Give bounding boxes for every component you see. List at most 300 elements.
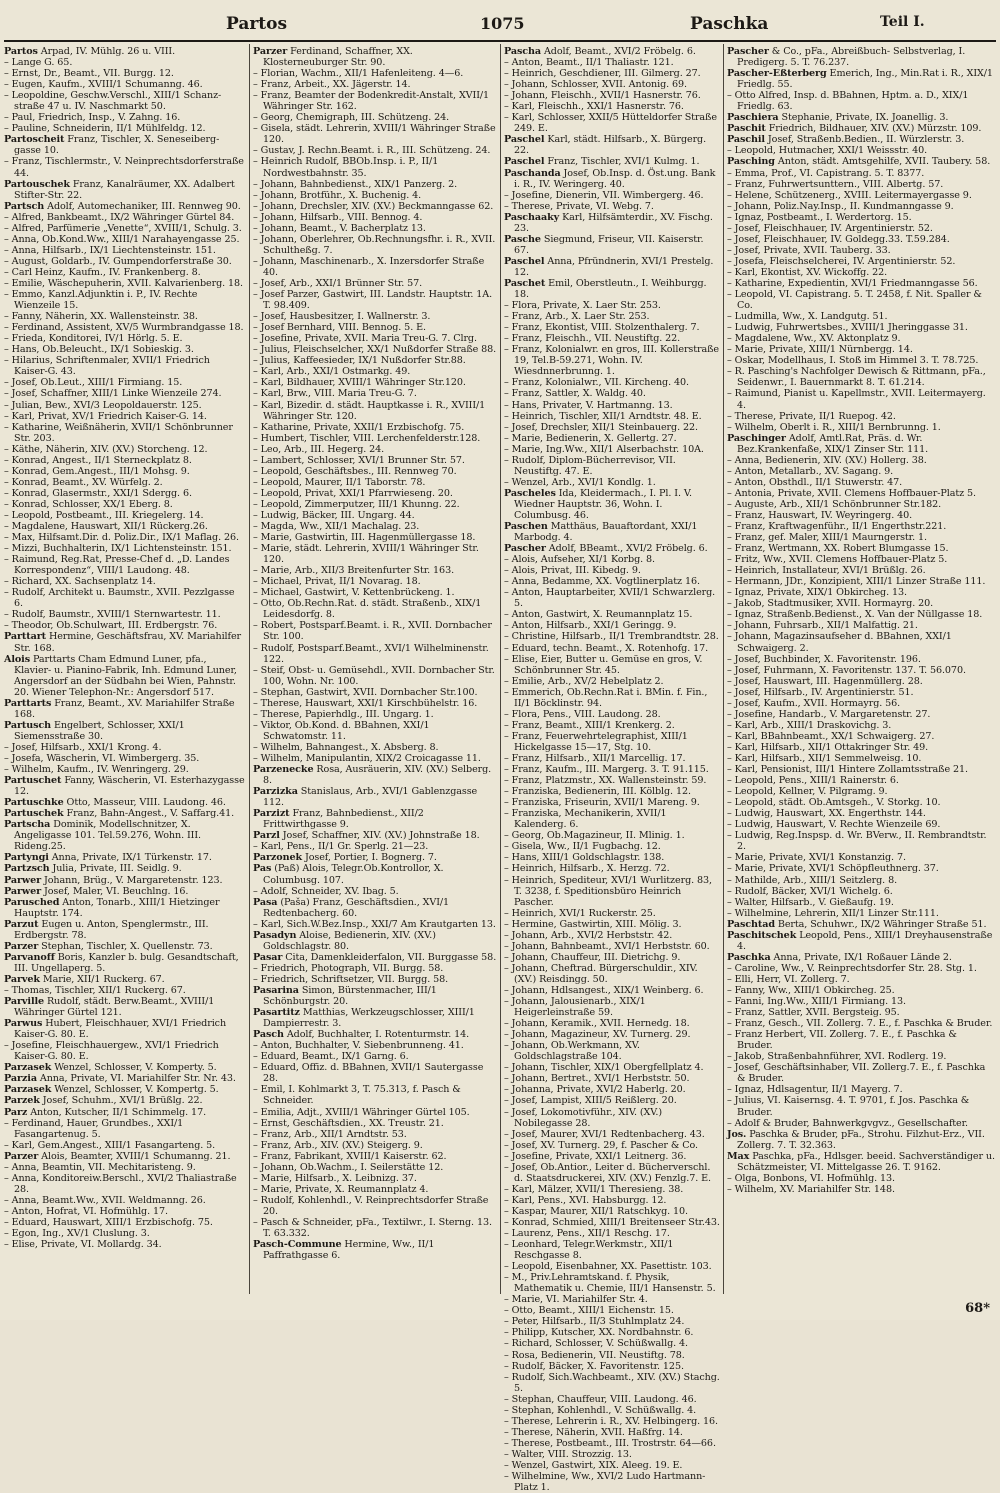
directory-entry: – Leopold, städt. Ob.Amtsgeh., V. Storkg. 10. (727, 797, 941, 809)
directory-entry: Parzasek Wenzel, Schlosser, V. Komperty. 5. (4, 1062, 217, 1074)
directory-entry: – Franziska, Bedienerin, III. Kölblg. 12. (504, 786, 691, 798)
directory-entry: – Franz, Feuerwehrtelegraphist, XIII/1 Hickelgasse 15—17, Stg. 10. (504, 730, 691, 753)
directory-entry: – Karl, Pens., II/1 Gr. Sperlg. 21—23. (253, 841, 429, 853)
directory-entry: Partouschek Franz, Kanalräumer, XX. Adalbert Stifter-Str. 22. (4, 178, 238, 201)
directory-entry: – Emma, Prof., VI. Capistrang. 5. T. 8377. (727, 167, 925, 179)
directory-entry: Pascher & Co., pFa., Abreißbuch- Selbstverlag, I. Predigerg. 5. T. 76.237. (727, 46, 969, 69)
directory-entry: Parzek Josef, Schuhm., XVI/1 Brüßlg. 22. (4, 1095, 203, 1107)
directory-entry: – Leopold, Pens., XIII/1 Rainerstr. 6. (727, 775, 899, 787)
directory-entry: – Friedrich, Schriftsetzer, VII. Burgg. 58. (253, 973, 449, 985)
directory-entry: – Käthe, Näherin, XIV. (XV.) Storcheng. 12. (4, 443, 208, 455)
directory-entry: – Hans, XIII/1 Goldschlagstr. 138. (504, 852, 665, 864)
directory-entry: – Karl, Hilfsarb., XII/1 Semmelweisg. 10. (727, 753, 922, 764)
directory-entry: Parwer Josef, Maler, VI. Beuchlng. 16. (4, 885, 189, 897)
directory-entry: – Raimund, Pianist u. Kapellmstr., XVII. Leitermayerg. 4. (727, 388, 989, 411)
directory-entry: Parttart Hermine, Geschäftsfrau, XV. Mariahilfer Str. 168. (4, 631, 244, 654)
directory-entry: – Eduard, Offiz. d. BBahnen, XVII/1 Sautergasse 28. (253, 1062, 487, 1085)
directory-entry: – Wenzel, Gastwirt, XIX. Aleeg. 19. E. (504, 1460, 683, 1471)
directory-entry: – Johann, Keramik., XVII. Hernedg. 18. (504, 1018, 690, 1030)
directory-entry: – Ludwig, Fuhrwertsbes., XVIII/1 Jheringgasse 31. (727, 322, 968, 334)
directory-entry: – Eduard, Hauswart, XIII/1 Erzbischofg. 75. (4, 1216, 213, 1228)
directory-entry: – Karl, Schlosser, XXII/5 Hütteldorfer Straße 249. E. (504, 112, 720, 135)
directory-entry: – Marie, Private, XVI/1 Schöpfleuthnerg. 37. (727, 863, 939, 875)
directory-entry: – Lange G. 65. (4, 57, 73, 69)
directory-entry: – Elli, Herr, VI. Zollerg. 7. (727, 973, 850, 985)
directory-entry: Parzasek Wenzel, Schlosser, V. Kompertg. 5. (4, 1084, 219, 1096)
directory-entry: Paschel Franz, Tischler, XVI/1 Kulmg. 1. (504, 156, 700, 168)
directory-entry: – Josefine, Fleischhauergew., XVI/1 Friedrich Kaiser-G. 80. E. (4, 1040, 222, 1063)
directory-entry: – Flora, Pens., VIII. Laudong. 28. (504, 708, 661, 720)
directory-entry: – Stephan, Chauffeur, VIII. Laudong. 46. (504, 1393, 697, 1405)
directory-entry: – Anton, Gastwirt, X. Reumannplatz 15. (504, 609, 693, 621)
directory-entry: – Franz, Arb., XIV. (XV.) Steigerg. 9. (253, 1139, 423, 1151)
directory-entry: – Michael, Gastwirt, V. Kettenbrückeng. 1. (253, 587, 455, 599)
directory-entry: Parzizka Stanislaus, Arb., XVI/1 Gablenzgasse 112. (253, 786, 481, 809)
directory-entry: – Leopold, Privat, XXI/1 Pfarrwieseng. 20. (253, 487, 453, 499)
directory-entry: Paschel Anna, Pfründnerin, XVI/1 Prestelg. 12. (504, 255, 717, 278)
directory-entry: – Franz, Beamt., XIII/1 Krenkerg. 2. (504, 719, 675, 731)
directory-entry: – Johann, Bahnbedienst., XIX/1 Panzerg. 2. (253, 178, 458, 190)
directory-entry: – Johann, Jalousienarb., XIX/1 Heigerleinstraße 59. (504, 996, 649, 1019)
directory-entry: – Hermine, Gastwirtin, XIII. Mölig. 3. (504, 918, 682, 930)
directory-entry: – Josef, Fuhrmann, X. Favoritenstr. 137. T. 56.070. (727, 664, 966, 676)
directory-entry: – Johann, Tischler, XIX/1 Obergfellplatz 4. (504, 1062, 704, 1074)
directory-entry: – Johann, Fleischh., XVII/1 Hasnerstr. 76. (504, 90, 701, 102)
directory-entry: – Emilia, Adjt., XVIII/1 Währinger Gürtel 105. (253, 1106, 470, 1118)
directory-entry: – Josef, Arb., XXI/1 Brünner Str. 57. (253, 277, 423, 289)
directory-entry: – Anna, Beamt.Ww., XVII. Weldmanng. 26. (4, 1194, 206, 1206)
directory-entry: Partoscheit Franz, Tischler, X. Seneseiberg-gasse 10. (4, 134, 220, 157)
signature-mark: 68* (965, 1301, 990, 1316)
directory-entry: – Franz, Fuhrwertsunttern., VIII. Albertg. 57. (727, 178, 944, 190)
directory-entry: – Anton, Metallarb., XV. Sagang. 9. (727, 465, 894, 477)
directory-entry: – Josef, Hilfsarb., IV. Argentinierstr. 51. (727, 686, 914, 698)
directory-entry: – Frieda, Konditorei, IV/1 Hörlg. 5. E. (4, 333, 183, 345)
directory-entry: – Marie, Private, X. Reumannplatz 4. (253, 1183, 429, 1195)
directory-entry: – Rudolf, Sich.Wachbeamt., XIV. (XV.) Stachg. 5. (504, 1371, 723, 1394)
directory-entry: Parzer Alois, Beamter, XVIII/1 Schumanng. 21. (4, 1150, 231, 1162)
directory-entry: – Alfred, Bankbeamt., IX/2 Währinger Gürtel 84. (4, 211, 235, 223)
directory-entry: Partyngi Anna, Private, IX/1 Türkenstr. 17. (4, 852, 212, 864)
directory-entry: – Rudolf, Baumstr., XVIII/1 Sternwartestr. 11. (4, 609, 221, 621)
directory-entry: – Wilhelm, Oberlt i. R., XIII/1 Bernbrunng. 1. (727, 421, 941, 433)
directory-entry: Partzsch Julia, Private, III. Seidlg. 9. (4, 863, 182, 875)
directory-entry: – Johann, Brotführ., X. Buchenig. 4. (253, 189, 422, 201)
directory-entry: – Eduard, Beamt., IX/1 Garng. 6. (253, 1051, 409, 1063)
directory-entry: – Hans, Privater, V. Hartmanng. 13. (504, 399, 673, 411)
directory-entry: – Emilie, Arb., XV/2 Hebelplatz 2. (504, 675, 664, 687)
directory-entry: – Marie, VI. Mariahilfer Str. 4. (504, 1294, 648, 1306)
directory-entry: Parvanoff Boris, Kanzler b. bulg. Gesandtschaft, III. Ungellaperg. 5. (4, 951, 242, 974)
directory-entry: – Johann, Hilfsarb., VIII. Bennog. 4. (253, 211, 423, 223)
directory-entry: Paschil Josef, Straßenb.Bedien., II. Würzlerstr. 3. (727, 134, 965, 146)
directory-entry: – Rudolf, Architekt u. Baumstr., XVII. Pezzlgasse 6. (4, 587, 238, 610)
directory-entry: – Franz, Kaufm., III. Margerg. 3. T. 91.115. (504, 764, 709, 776)
directory-entry: – Jakob, Stadtmusiker, XVII. Hormayrg. 20. (727, 598, 934, 610)
directory-entry: – Walter, Hilfsarb., V. Gießaufg. 19. (727, 896, 894, 908)
directory-entry: – Karl, Privat, XV/1 Friedrich Kaiser-G. 14. (4, 410, 207, 422)
directory-entry: Pasarina Simon, Bürstenmacher, III/1 Schönburgstr. 20. (253, 984, 440, 1008)
directory-entry: – Mizzi, Buchhalterin, IX/1 Lichtensteinstr. 151. (4, 543, 232, 555)
directory-entry: – Marie, städt. Lehrerin, XVIII/1 Währinger Str. 120. (253, 543, 482, 566)
directory-entry: – Johann, Drechsler, XIV. (XV.) Beckmanngasse 62. (253, 200, 494, 212)
directory-entry: – Franz, Platzmstr., XX. Wallensteinstr. 59. (504, 775, 707, 787)
directory-entry: – Wilhelm, Manipulantin, XIX/2 Croicagasse 11. (253, 753, 481, 764)
directory-entry: – Humbert, Tischler, VIII. Lerchenfelderstr.128. (253, 432, 481, 444)
directory-entry: Max Paschka, pFa., Hdlsger. beeid. Sachverständiger u. Schätzmeister, VI. Mittelgasse 26. T. 9162. (727, 1150, 998, 1173)
directory-entry: – Emilie, Wäschepuherin, XVII. Kalvarienberg. 18. (4, 277, 243, 289)
directory-entry: – Therese, Hauswart, XXI/1 Kirschbühelstr. 16. (253, 697, 478, 709)
directory-entry: – Mathilde, Arb., XIII/1 Seitzlerg. 8. (727, 874, 898, 886)
directory-entry: – Franz, Arb., XII/1 Arndtstr. 53. (253, 1128, 407, 1140)
directory-entry: – Heinrich, XVI/1 Ruckerstr. 25. (504, 907, 656, 919)
directory-entry: – Leopold, Zimmerputzer, III/1 Khunng. 22. (253, 498, 460, 510)
directory-entry: – Franz, Beamter der Bodenkredit-Anstalt, XVII/1 Währinger Str. 162. (253, 90, 492, 113)
directory-entry: – Johann, Ob.Wachm., I. Seilerstätte 12. (253, 1161, 444, 1173)
directory-entry: – Ludwig, Hauswart, V. Rechte Wienzeile 69. (727, 819, 941, 831)
directory-entry: – Josef, Geschäftsinhaber, VII. Zollerg.7. E., f. Paschka & Bruder. (727, 1062, 989, 1085)
directory-entry: – Alois, Aufseher, XI/1 Korbg. 8. (504, 554, 655, 566)
directory-entry: – Ignaz, Private, XIX/1 Obkircheg. 13. (727, 587, 907, 599)
directory-entry: – Georg, Chemigraph, III. Schützeng. 24. (253, 112, 450, 124)
directory-entry: – Heinrich, Spediteur, XVI/1 Wurlitzerg. 83, T. 3238, f. Speditionsbüro Heinrich Pascher. (504, 874, 715, 908)
directory-entry: – Josef, Fleischhauer, IV. Argentinierstr. 52. (727, 222, 933, 234)
directory-entry: – Gustav, J. Rechn.Beamt. i. R., III. Schützeng. 24. (253, 145, 491, 157)
directory-entry: – Laurenz, Pens., XII/1 Reschg. 17. (504, 1228, 670, 1240)
directory-entry: Pasar Cita, Damenkleiderfalon, VII. Burggasse 58. (253, 951, 497, 963)
directory-entry: – Franz, Fabrikant, XVIII/1 Kaiserstr. 62. (253, 1150, 447, 1162)
directory-entry: – Max, Hilfsamt.Dir. d. Poliz.Dir., IX/1 Maflag. 26. (4, 532, 239, 544)
directory-entry: – Hilarius, Schriftenmaler, XVII/1 Friedrich Kaiser-G. 43. (4, 355, 213, 378)
directory-entry: – Johann, Maschinenarb., X. Inzersdorfer Straße 40. (253, 255, 488, 278)
directory-entry: – Walter, VIII. Strozzig. 13. (504, 1448, 632, 1460)
directory-entry: – Franz, Tischlermstr., V. Neinprechtsdorferstraße 44. (4, 156, 247, 179)
directory-entry: – Therese, Lehrerin i. R., XV. Helbingerg. 16. (504, 1415, 718, 1427)
directory-entry: Parzer Stephan, Tischler, X. Quellenstr. 73. (4, 940, 213, 952)
directory-entry: Paschiera Stephanie, Private, IX. Joanellig. 3. (727, 112, 949, 124)
directory-entry: Parzut Eugen u. Anton, Spenglermstr., III. Erdbergstr. 78. (4, 918, 212, 941)
directory-entry: – Franz Herbert, VII. Zollerg. 7. E., f. Paschka & Bruder. (727, 1029, 960, 1052)
directory-entry: Parzizt Franz, Bahnbedienst., XII/2 Frittwirthgasse 9. (253, 808, 427, 831)
column-4 (727, 46, 998, 1294)
directory-entry: – Konrad, Beamt., XV. Würfelg. 2. (4, 476, 163, 488)
directory-entry: – Richard, XX. Sachsenplatz 14. (4, 576, 156, 588)
directory-entry: – Leopold, Geschäftsbes., III. Rennweg 70. (253, 465, 457, 477)
directory-entry: – Katharine, Weißnäherin, XVII/1 Schönbrunner Str. 203. (4, 421, 236, 444)
directory-entry: – Therese, Papierhdlg., III. Ungarg. 1. (253, 708, 434, 720)
directory-entry: – Josef Parzer, Gastwirt, III. Landstr. Hauptstr. 1A. T. 98.409. (253, 289, 496, 312)
directory-entry: – Karl, Pensionist, III/1 Hintere Zollamtsstraße 21. (727, 764, 968, 776)
directory-entry: – Josef, Fleischhauer, IV. Goldegg.33. T.59.284. (727, 233, 950, 245)
directory-entry: Parz Anton, Kutscher, II/1 Schimmelg. 17. (4, 1106, 207, 1118)
directory-entry: Parttarts Franz, Beamt., XV. Mariahilfer Straße 168. (4, 697, 238, 720)
directory-entry: Pascher-Eßterberg Emerich, Ing., Min.Rat i. R., XIX/1 Friedlg. 55. (727, 68, 996, 91)
directory-entry: – Josef, Kaufm., XVII. Hormayrg. 56. (727, 697, 901, 709)
directory-entry: – Franziska, Mechanikerin, XVII/1 Kalenderg. 6. (504, 808, 670, 831)
directory-entry: Pascheles Ida, Kleidermach., I. Pl. I. V. Wiedner Hauptstr. 36, Wohn. I. Columbusg. 46. (504, 487, 695, 521)
column-divider (723, 44, 724, 1294)
directory-entry: – Georg, Ob.Magazineur, II. Mlinig. 1. (504, 830, 685, 842)
directory-entry: – Marie, Bedienerin, X. Gellertg. 27. (504, 432, 677, 444)
directory-entry: – Franz, Hauswart, IV. Weyringerg. 40. (727, 509, 913, 521)
directory-entry: Parzia Anna, Private, VI. Mariahilfer Str. Nr. 43. (4, 1073, 236, 1085)
directory-entry: – Johann, Bertret., XVI/1 Herbststr. 50. (504, 1073, 690, 1085)
directory-entry: – Viktor, Ob.Kond. d. BBahnen, XXI/1 Schwatomstr. 11. (253, 719, 433, 742)
directory-entry: – Anna, Ob.Kond.Ww., XIII/1 Narahayengasse 25. (4, 233, 240, 245)
directory-entry: – Gisela, städt. Lehrerin, XVIII/1 Währinger Straße 120. (253, 123, 499, 146)
directory-entry: – Florian, Wachm., XII/1 Hafenleiteng. 4—6. (253, 68, 464, 80)
directory-entry: – Leopold, Kellner, V. Pilgramg. 9. (727, 786, 888, 798)
directory-entry: – Christine, Hilfsarb., II/1 Trembrandtstr. 28. (504, 631, 719, 643)
directory-entry: – Therese, Näherin, XVII. Haßfrg. 14. (504, 1426, 683, 1438)
directory-entry: – Magdalene, Ww., XV. Aktonplatz 9. (727, 333, 901, 345)
directory-entry: – Franz, Arbeit., XX. Jägerstr. 14. (253, 79, 411, 91)
directory-entry: – Helene, Schützenerg., XVIII. Leitermayergasse 9. (727, 189, 972, 201)
directory-entry: – Michael, Privat, II/1 Novarag. 18. (253, 576, 421, 588)
directory-entry: – Karl, Arb., XIII/1 Draskovichg. 3. (727, 719, 892, 731)
directory-entry: – Robert, Postsparf.Beamt. i. R., XVII. Dornbacher Str. 100. (253, 620, 495, 643)
directory-entry: – Rudolf, Diplom-Bücherrevisor, VII. Neustiftg. 47. E. (504, 454, 679, 477)
directory-entry: – Caroline, Ww., V. Reinprechtsdorfer Str. 28. Stg. 1. (727, 962, 977, 974)
directory-entry: – Johann, Bahnbeamt., XVI/1 Herbststr. 60. (504, 940, 710, 952)
directory-entry: – Anna, Beamtin, VII. Mechitaristeng. 9. (4, 1161, 196, 1173)
column-1 (4, 46, 246, 1294)
directory-entry: – Anton, Obsthdl., II/1 Stuwerstr. 47. (727, 476, 903, 488)
directory-entry: – Anton, Hauptarbeiter, XVII/1 Schwarzlerg. 5. (504, 587, 719, 610)
directory-entry: – Heinrich, Hilfsarb., X. Herzg. 72. (504, 863, 670, 875)
directory-entry: Pasa (Paša) Franz, Geschäftsdien., XVI/1 Redtenbacherg. 60. (253, 896, 452, 919)
directory-entry: Pasch-Commune Hermine, Ww., II/1 Paffrathgasse 6. (253, 1239, 438, 1262)
directory-entry: – Josef, XV. Turnerg. 29, f. Pascher & Co. (504, 1139, 698, 1151)
column-3 (504, 46, 723, 1493)
directory-entry: – Leopold, VI. Capistrang. 5. T. 2458, f. Nit. Spaller & Co. (727, 289, 985, 312)
directory-entry: – Josef, Hilfsarb., XXI/1 Krong. 4. (4, 741, 162, 753)
directory-entry: – Konrad, Schlosser, XX/1 Eberg. 8. (4, 498, 173, 510)
directory-entry: – Rudolf, Kohlenhdl., V. Reinprechtsdorfer Straße 20. (253, 1194, 492, 1217)
directory-entry: Partsch Adolf, Automechaniker, III. Rennweg 90. (4, 200, 241, 212)
directory-entry: Pascher Adolf, BBeamt., XVI/2 Fröbelg. 6. (504, 543, 708, 555)
directory-entry: – Julius, Fleischselcher, XX/1 Nußdorfer Straße 88. (253, 344, 497, 356)
header-rule (4, 40, 996, 42)
directory-entry: – Egon, Ing., XV/1 Cluslung. 3. (4, 1228, 150, 1240)
directory-entry: – Johann, Fuhrsarb., XII/1 Malfattig. 21. (727, 620, 918, 632)
directory-entry: – Heinrich, Installateur, XVI/1 Brüßlg. 26. (727, 565, 926, 577)
directory-entry: – Fanny, Ww., XIII/1 Obkircheg. 25. (727, 984, 895, 996)
directory-entry: – Heinrich, Geschdiener, III. Gilmerg. 27. (504, 68, 701, 80)
directory-entry: – Marie, Private, XIII/1 Nürnbergg. 14. (727, 344, 913, 356)
directory-entry: Paschit Friedrich, Bildhauer, XIV. (XV.) Mürzstr. 109. (727, 123, 982, 135)
directory-entry: – Karl, Sich.W.Bez.Insp., XXI/7 Am Krautgarten 13. (253, 918, 496, 930)
directory-entry: Parwus Hubert, Fleischhauer, XVI/1 Friedrich Kaiser-G. 80. E. (4, 1018, 229, 1041)
directory-entry: – Ludwig, Hauswart, XX. Engerthstr. 144. (727, 808, 926, 820)
directory-entry: – Richard, Schlosser, V. Schüßwallg. 4. (504, 1338, 688, 1350)
directory-entry: – August, Goldarb., IV. Gumpendorferstraße 30. (4, 255, 232, 267)
directory-entry: – Julian, Bew., XVI/3 Leopoldauerstr. 125. (4, 399, 202, 411)
directory-entry: Pas (Paß) Alois, Telegr.Ob.Kontrollor, X. Columbusg. 107. (253, 863, 447, 886)
directory-entry: – Josef, Ob.Leut., XIII/1 Firmiang. 15. (4, 377, 183, 389)
directory-entry: – Franz, gef. Maler, XIII/1 Maurngerstr. 1. (727, 532, 927, 544)
directory-entry: Parzonek Josef, Portier, I. Bognerg. 7. (253, 852, 437, 864)
directory-entry: – Marie, Ing.Ww., XII/1 Alserbachstr. 10A. (504, 443, 704, 455)
directory-entry: – Emil, I. Kohlmarkt 3, T. 75.313, f. Pasch & Schneider. (253, 1084, 464, 1107)
directory-entry: Parusched Anton, Tonarb., XIII/1 Hietzinger Hauptstr. 174. (4, 896, 223, 919)
directory-entry: – Friedrich, Photograph, VII. Burgg. 58. (253, 962, 444, 974)
directory-entry: – Franz, Gesch., VII. Zollerg. 7. E., f. Paschka & Bruder. (727, 1018, 993, 1030)
directory-entry: – Leo, Arb., III. Hegerg. 24. (253, 443, 385, 455)
directory-entry: – Johann, Magazineur, XV. Turnerg. 29. (504, 1029, 691, 1041)
directory-entry: – Ferdinand, Assistent, XV/5 Wurmbrandgasse 18. (4, 322, 244, 334)
directory-entry: – Franz, Fleischh., VII. Neustiftg. 22. (504, 333, 681, 345)
directory-entry: – Anton, Hofrat, VI. Hofmühlg. 17. (4, 1205, 168, 1217)
directory-entry: – Stephan, Gastwirt, XVII. Dornbacher Str.100. (253, 686, 478, 698)
directory-entry: – Josef, Private, XVII. Tauberg. 33. (727, 244, 891, 256)
directory-entry: Partuschek Franz, Bahn-Angest., V. Saffarg.41. (4, 808, 235, 820)
directory-entry: – Jakob, Straßenbahnführer, XVI. Rodlerg. 19. (727, 1051, 947, 1063)
directory-entry: Paschka Anna, Private, IX/1 Roßauer Lände 2. (727, 951, 952, 963)
directory-entry: – Therese, Postbeamt., III. Trostrstr. 64—66. (504, 1437, 716, 1449)
directory-entry: – Anna, Hilfsarb., IX/1 Liechtensteinstr. 151. (4, 244, 216, 256)
directory-entry: Parville Rudolf, städt. Berw.Beamt., XVIII/1 Währinger Gürtel 121. (4, 996, 218, 1019)
directory-entry: – Otto Alfred, Insp. d. BBahnen, Hptm. a. D., XIX/1 Friedlg. 63. (727, 90, 972, 113)
directory-entry: – Rudolf, Bäcker, XVI/1 Wichelg. 6. (727, 885, 893, 897)
column-2 (253, 46, 497, 1294)
directory-entry: – Franz, Ekontist, VIII. Stolzenthalerg. 7. (504, 322, 700, 334)
directory-entry: – Rudolf, Postsparf.Beamt., XVI/1 Wilhelminenstr. 122. (253, 642, 492, 665)
directory-entry: Jos. Paschka & Bruder, pFa., Strohu. Filzhut-Erz., VII. Zollerg. 7. T. 32.363. (727, 1128, 988, 1151)
directory-entry: – Franz, Sattler, X. Waldg. 40. (504, 388, 646, 400)
running-head-left: Partos (226, 14, 288, 34)
directory-entry: – Karl, BBahnbeamt., XX/1 Schwaigerg. 27. (727, 730, 935, 742)
directory-entry: – Karl, Bizedir. d. städt. Hauptkasse i. R., XVIII/1 Währinger Str. 120. (253, 399, 489, 422)
directory-entry: Parwer Johann, Brüg., V. Margaretenstr. 123. (4, 874, 223, 886)
directory-entry: – R. Pasching's Nachfolger Dewisch & Rittmann, pFa., Seidenwr., I. Bauernmarkt 8. T. 61.214. (727, 366, 989, 389)
directory-entry: – Leopoldine, Geschw.Verschl., XIII/1 Schanz-straße 47 u. IV. Naschmarkt 50. (4, 90, 222, 113)
directory-entry: – Ernst, Geschäftsdien., XX. Treustr. 21. (253, 1117, 444, 1129)
directory-entry: – Josefine, Dienerin, VII. Wimbergerg. 46. (504, 189, 704, 201)
directory-entry: – Ernst, Dr., Beamt., VII. Burgg. 12. (4, 68, 174, 80)
directory-entry: – Johann, Hdlsangest., XIX/1 Weinberg. 6. (504, 984, 704, 996)
directory-entry: – Wilhelm, Bahnangest., X. Absberg. 8. (253, 741, 439, 753)
directory-entry: – Josef, Schaffner, XIII/1 Linke Wienzeile 274. (4, 388, 222, 400)
column-divider (249, 44, 250, 1294)
running-head-right: Paschka (690, 14, 769, 34)
directory-entry: – Fritz, Ww., XVII. Clemens Hoffbauer-Platz 5. (727, 554, 948, 566)
directory-entry: – Franz, Sattler, XVII. Bergsteig. 95. (727, 1007, 900, 1019)
directory-entry: – Konrad, Glasermstr., XXI/1 Sdergg. 6. (4, 487, 192, 499)
directory-entry: – Leopold, Postbeamt., III. Kriegelerg. 14. (4, 509, 204, 521)
directory-entry: – Franz, Wertmann, XX. Robert Blumgasse 15. (727, 543, 949, 555)
directory-entry: – Theodor, Ob.Schulwart, III. Erdbergstr. 76. (4, 620, 218, 632)
directory-entry: – Josef, Maurer, XVI/1 Redtenbacherg. 43. (504, 1128, 705, 1140)
directory-entry: – Eduard, techn. Beamt., X. Rotenhofg. 17. (504, 642, 709, 654)
directory-entry: – Franziska, Friseurin, XVII/1 Mareng. 9. (504, 797, 700, 809)
directory-entry: – Josef, Hauswart, III. Hagenmüllerg. 28. (727, 675, 923, 687)
directory-entry: – Emmo, Kanzl.Adjunktin i. P., IV. Rechte Wienzeile 15. (4, 289, 201, 312)
directory-entry: – Wilhelm, XV. Mariahilfer Str. 148. (727, 1183, 895, 1195)
directory-entry: Paschinger Adolf, Amtl.Rat, Präs. d. Wr. Bez.Krankenfaße, XIX/1 Zinser Str. 111. (727, 432, 929, 455)
directory-entry: – Wilhelmine, Ww., XVI/2 Ludo Hartmann-Platz 1. (504, 1471, 706, 1493)
directory-entry: – Marie, Hilfsarb., X. Leibnizg. 37. (253, 1172, 417, 1184)
directory-entry: – Wenzel, Arb., XVI/1 Kondlg. 1. (504, 476, 656, 488)
directory-entry: – Heinrich Rudolf, BBOb.Insp. i. P., II/1 Nordwestbahnstr. 35. (253, 156, 442, 179)
directory-entry: – Therese, Private, VI. Webg. 7. (504, 200, 654, 212)
directory-entry: – Stephan, Kohlenhdl., V. Schüßwallg. 4. (504, 1404, 697, 1416)
directory-entry: – Anna, Konditoreiw.Berschl., XVI/2 Thaliastraße 28. (4, 1172, 240, 1195)
directory-entry: – Johann, Schlosser, XVII. Antonig. 69. (504, 79, 687, 91)
directory-entry: – Josef, Hausbesitzer, I. Wallnerstr. 3. (253, 311, 431, 323)
directory-entry: – Josef, Ob.Antior., Leiter d. Bücherverschl. d. Staatsdruckerei, XIV. (XV.) Fenzlg.7. E. (504, 1161, 714, 1184)
directory-entry: – Leopold, Hutmacher, XXI/1 Weissstr. 40. (727, 145, 928, 157)
directory-entry: – Flora, Private, X. Laer Str. 253. (504, 300, 661, 312)
directory-entry: – Konrad, Schmied, XIII/1 Breitenseer Str.43. (504, 1216, 720, 1228)
directory-entry: Paschet Emil, Oberstleutn., I. Weihburgg. 18. (504, 277, 710, 301)
directory-entry: – Katharine, Expedientin, XVI/1 Friedmanngasse 56. (727, 277, 978, 289)
directory-entry: – Antonia, Private, XVII. Clemens Hoffbauer-Platz 5. (727, 487, 976, 499)
directory-entry: – Adolf, Schneider, XV. Ibag. 5. (253, 885, 399, 897)
directory-entry: – Karl, Ekontist, XV. Wickoffg. 22. (727, 266, 888, 278)
directory-entry: – Johann, Chauffeur, III. Dietrichg. 9. (504, 951, 681, 963)
directory-entry: – Ludmilla, Ww., X. Landgutg. 51. (727, 311, 888, 323)
directory-entry: Paschel Karl, städt. Hilfsarb., X. Bürgerg. 22. (504, 134, 710, 157)
directory-entry: – Wilhelmine, Lehrerin, XII/1 Linzer Str.111. (727, 907, 939, 919)
directory-entry: – Karl, Pens., XVI. Habsburgg. 12. (504, 1194, 667, 1206)
directory-entry: Parvek Marie, XII/1 Ruckerg. 67. (4, 973, 165, 985)
directory-entry: – Franz, Kolonialwr., VII. Kircheng. 40. (504, 377, 689, 389)
page-number: 1075 (480, 14, 525, 33)
directory-entry: – Johanna, Private, XVI/2 Haberlg. 20. (504, 1084, 686, 1096)
directory-entry: – Elise, Private, VI. Mollardg. 34. (4, 1239, 162, 1251)
directory-entry: – Ignaz, Postbeamt., I. Werdertorg. 15. (727, 211, 912, 223)
page-header (0, 0, 1000, 40)
volume-part: Teil I. (880, 14, 925, 30)
directory-entry: – Katharine, Private, XXII/1 Erzbischofg. 75. (253, 421, 465, 433)
directory-entry: – Gisela, Ww., II/1 Fugbachg. 12. (504, 841, 661, 853)
directory-entry: – Karl, Brw., VIII. Maria Treu-G. 7. (253, 388, 417, 400)
directory-entry: – Auguste, Arb., XII/1 Schönbrunner Str.182. (727, 498, 942, 510)
directory-entry: – Josef, Drechsler, XII/1 Steinbauerg. 22. (504, 421, 698, 433)
directory-entry: – Karl, Gem.Angest., XIII/1 Fasangarteng. 5. (4, 1139, 216, 1151)
directory-entry: – Otto, Ob.Rechn.Rat. d. städt. Straßenb., XIX/1 Leidesdorfg. 8. (253, 598, 485, 621)
directory-entry: Partusch Engelbert, Schlosser, XXI/1 Siemensstraße 30. (4, 719, 188, 742)
directory-entry: Parzenecke Rosa, Ausräuerin, XIV. (XV.) Selberg. 8. (253, 764, 495, 787)
directory-entry: – Leonhard, Telegr.Werkmstr., XII/1 Reschgasse 8. (504, 1239, 677, 1262)
directory-entry: – Adolf & Bruder, Bahnwerkgvgvz., Gesellschafter. (727, 1117, 968, 1129)
directory-entry: – Franz, Kolonialwr. en gros, III. Kollerstraße 19, Tel.B-59.271, Wohn. IV. Wiesdnnerbrunng. 1. (504, 344, 722, 378)
directory-entry: – Anton, Buchhalter, V. Siebenbrunneng. 41. (253, 1040, 464, 1052)
directory-entry: – Steif, Obst- u. Gemüsehdl., XVII. Dornbacher Str. 100, Wohn. Nr. 100. (253, 664, 498, 687)
directory-entry: – Johann, Poliz.Nay.Insp., II. Kundmanngasse 9. (727, 200, 954, 212)
directory-entry: – Therese, Private, II/1 Ruepog. 42. (727, 410, 896, 422)
directory-entry: – Johann, Arb., XVI/2 Herbststr. 42. (504, 929, 673, 941)
directory-entry: – Marie, Private, XVI/1 Konstanzig. 7. (727, 852, 906, 864)
directory-entry: – Pasch & Schneider, pFa., Textilwr., I. Sterng. 13. T. 63.332. (253, 1216, 495, 1240)
directory-entry: – Hermann, JDr., Konzipient, XIII/1 Linzer Straße 111. (727, 576, 986, 588)
directory-entry: – Karl, Hilfsarb., XII/1 Ottakringer Str. 49. (727, 741, 929, 753)
directory-entry: Partos Arpad, IV. Mühlg. 26 u. VIII. (4, 46, 176, 57)
directory-entry: – Alfred, Parfümerie „Venette“, XVIII/1, Schulg. 3. (4, 222, 242, 234)
directory-entry: – Konrad, Angest., II/1 Sterneckplatz 8. (4, 454, 192, 466)
directory-entry: – Josef, Buchbinder, X. Favoritenstr. 196. (727, 653, 921, 665)
directory-entry: Partuschet Fanny, Wäscherin, VI. Esterhazygasse 12. (4, 775, 248, 798)
directory-entry: Pasadyn Aloise, Bedienerin, XIV. (XV.) Goldschlagstr. 80. (253, 929, 439, 952)
directory-entry: – Johann, Beamt., V. Bacherplatz 13. (253, 222, 426, 234)
directory-entry: – Ludwig, Bäcker, III. Ungarg. 44. (253, 509, 415, 521)
directory-entry: – Johann, Magazinsaufseher d. BBahnen, XXI/1 Schwaigerg. 2. (727, 631, 955, 654)
directory-entry: – Josefa, Fleischselcherei, IV. Argentinierstr. 52. (727, 255, 956, 267)
directory-entry: – Josefine, Private, XXI/1 Leitnerg. 36. (504, 1150, 687, 1162)
directory-entry: Paschen Matthäus, Bauaftordant, XXI/1 Marbodg. 4. (504, 521, 701, 544)
directory-entry: – Ignaz, Hdlsagentur, II/1 Mayerg. 7. (727, 1084, 903, 1096)
